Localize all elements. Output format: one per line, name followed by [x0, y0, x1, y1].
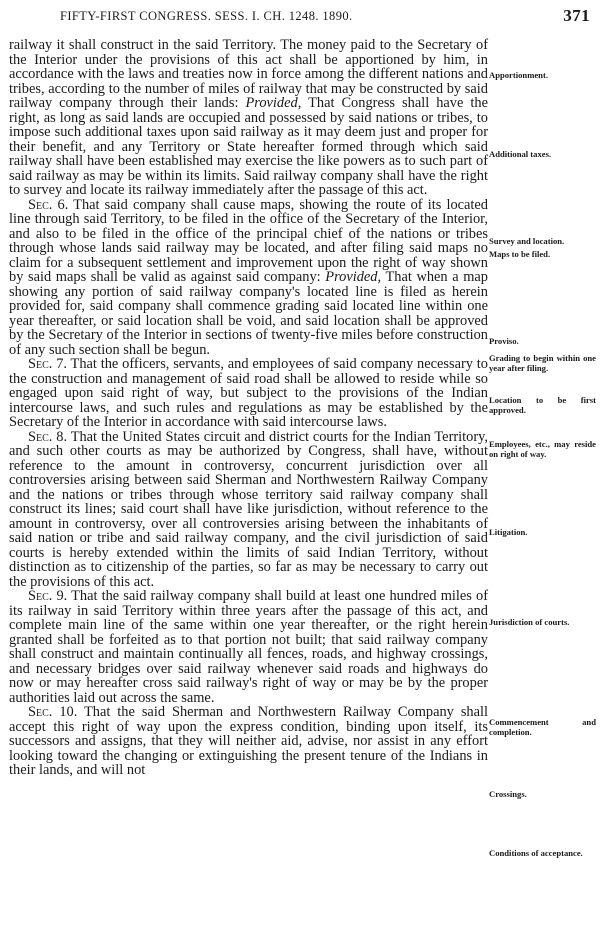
margin-note-conditions: Conditions of acceptance.: [489, 848, 583, 858]
margin-note-additional-taxes: Additional taxes.: [489, 149, 552, 159]
margin-note-jurisdiction: Jurisdiction of courts.: [489, 617, 570, 627]
section-text: That the said railway company shall build at least one hundred miles of its railway in said Territory within three years after the passage of this act, and complete main line of the same within one year thereafter, or the right herein granted shall be forfeited as to that portion not built; that said railway company shall construct and maintain continually all fences, roads, and highway crossings, and necessary bridges over said railway whenever said roads and highways do now or may hereafter cross said railway's right of way or may be by the proper authorities laid out across the same.: [9, 588, 488, 706]
section-6: [9, 198, 488, 358]
section-text: That the United States circuit and district courts for the Indian Territory, and such other courts as may be authorized by Congress, shall have, without reference to the amount in controversy, concurrent jurisdiction over all controversies arising between said Sherman and Northwestern Railway Company and the nations or tribes through whose territory said railway company shall construct its lines; said court shall have like jurisdiction, without reference to the amount in controversy, over all controversies arising between the inhabitants of said nation or tribe and said railway company, and the civil jurisdiction of said courts is hereby extended within the limits of said Indian Territory, without distinction as to citizenship of the parties, so far as may be necessary to carry out the provisions of this act.: [9, 428, 488, 590]
section-label: Sec. 10.: [28, 704, 78, 720]
provided-word: Provided,: [245, 95, 302, 111]
section-10: [9, 705, 488, 778]
section-label: Sec. 8.: [28, 428, 68, 445]
margin-note-crossings: Crossings.: [489, 789, 527, 799]
margin-note-location-approved: Location to be first approved.: [489, 395, 596, 415]
margin-note-litigation: Litigation.: [489, 527, 528, 537]
paragraph-continuation: [9, 38, 488, 198]
statute-text: [9, 38, 488, 778]
page-header: [60, 6, 590, 26]
page-number: 371: [563, 6, 590, 25]
section-7: [9, 357, 488, 430]
section-9: [9, 589, 488, 705]
section-label: Sec. 9.: [28, 588, 68, 604]
margin-note-proviso: Proviso.: [489, 336, 519, 346]
margin-note-maps-to-be-filed: Maps to be filed.: [489, 249, 551, 259]
margin-note-apportionment: Apportionment.: [489, 70, 548, 80]
section-text: That said company shall cause maps, showing the route of its located line through said Territory, to be filed in the office of the Secretary of the Interior, and also to be filed in the office of the principal chief of the nations or tribes through whose lands said railway may be located, and after filing said maps no claim for a subsequent settlement and improvement upon the right of way shown by said maps shall be valid as against said company:: [9, 196, 488, 285]
section-label: Sec. 7.: [28, 356, 67, 372]
section-text: That the officers, servants, and employees of said company necessary to the construction and management of said road shall be allowed to reside while so engaged upon said right of way, but subject to the provisions of the Indian intercourse laws, and such rules and regulations as may be established by the Secretary of the Interior in accordance with said intercourse laws.: [9, 356, 488, 430]
margin-note-commencement: Commencement and completion.: [489, 717, 596, 737]
margin-note-grading: Grading to begin within one year after filing.: [489, 353, 596, 373]
section-8: [9, 430, 488, 590]
margin-note-survey-and-location: Survey and location.: [489, 236, 565, 246]
margin-note-employees: Employees, etc., may reside on right of way.: [489, 439, 596, 459]
provided-word: Provided,: [325, 269, 382, 285]
running-title: FIFTY-FIRST CONGRESS. SESS. I. CH. 1248. 1890.: [60, 9, 353, 23]
section-label: Sec. 6.: [28, 196, 69, 213]
paragraph-text: That Congress shall have the right, as long as said lands are occupied and possessed by said nations or tribes, to impose such additional taxes upon said railway as it may deem just and proper for their benefit, and any Territory or State hereafter formed through which said railway shall have been established may exercise the like powers as to such part of said railway as may be within its limits. Said railway company shall have the right to survey and locate its railway immediately after the passage of this act.: [9, 95, 488, 198]
paragraph-text: railway it shall construct in the said Territory. The money paid to the Secretary of the Interior under the provisions of this act shall be apportioned by him, in accordance with the laws and treaties now in force among the different nations and tribes, according to the number of miles of railway that may be constructed by said railway company through their lands:: [9, 37, 488, 111]
section-text: That the said Sherman and Northwestern Railway Company shall accept this right of way upon the express condition, binding upon itself, its successors and assigns, that they will neither aid, advise, nor assist in any effort looking toward the changing or extinguishing the present tenure of the Indians in their lands, and will not: [9, 704, 488, 778]
section-text: That when a map showing any portion of said railway company's located line is filed as herein provided for, said company shall commence grading said located line within one year thereafter, or said location shall be void, and said location shall be approved by the Secretary of the Interior in sections of twenty-five miles before construction of any such section shall be begun.: [9, 269, 489, 358]
